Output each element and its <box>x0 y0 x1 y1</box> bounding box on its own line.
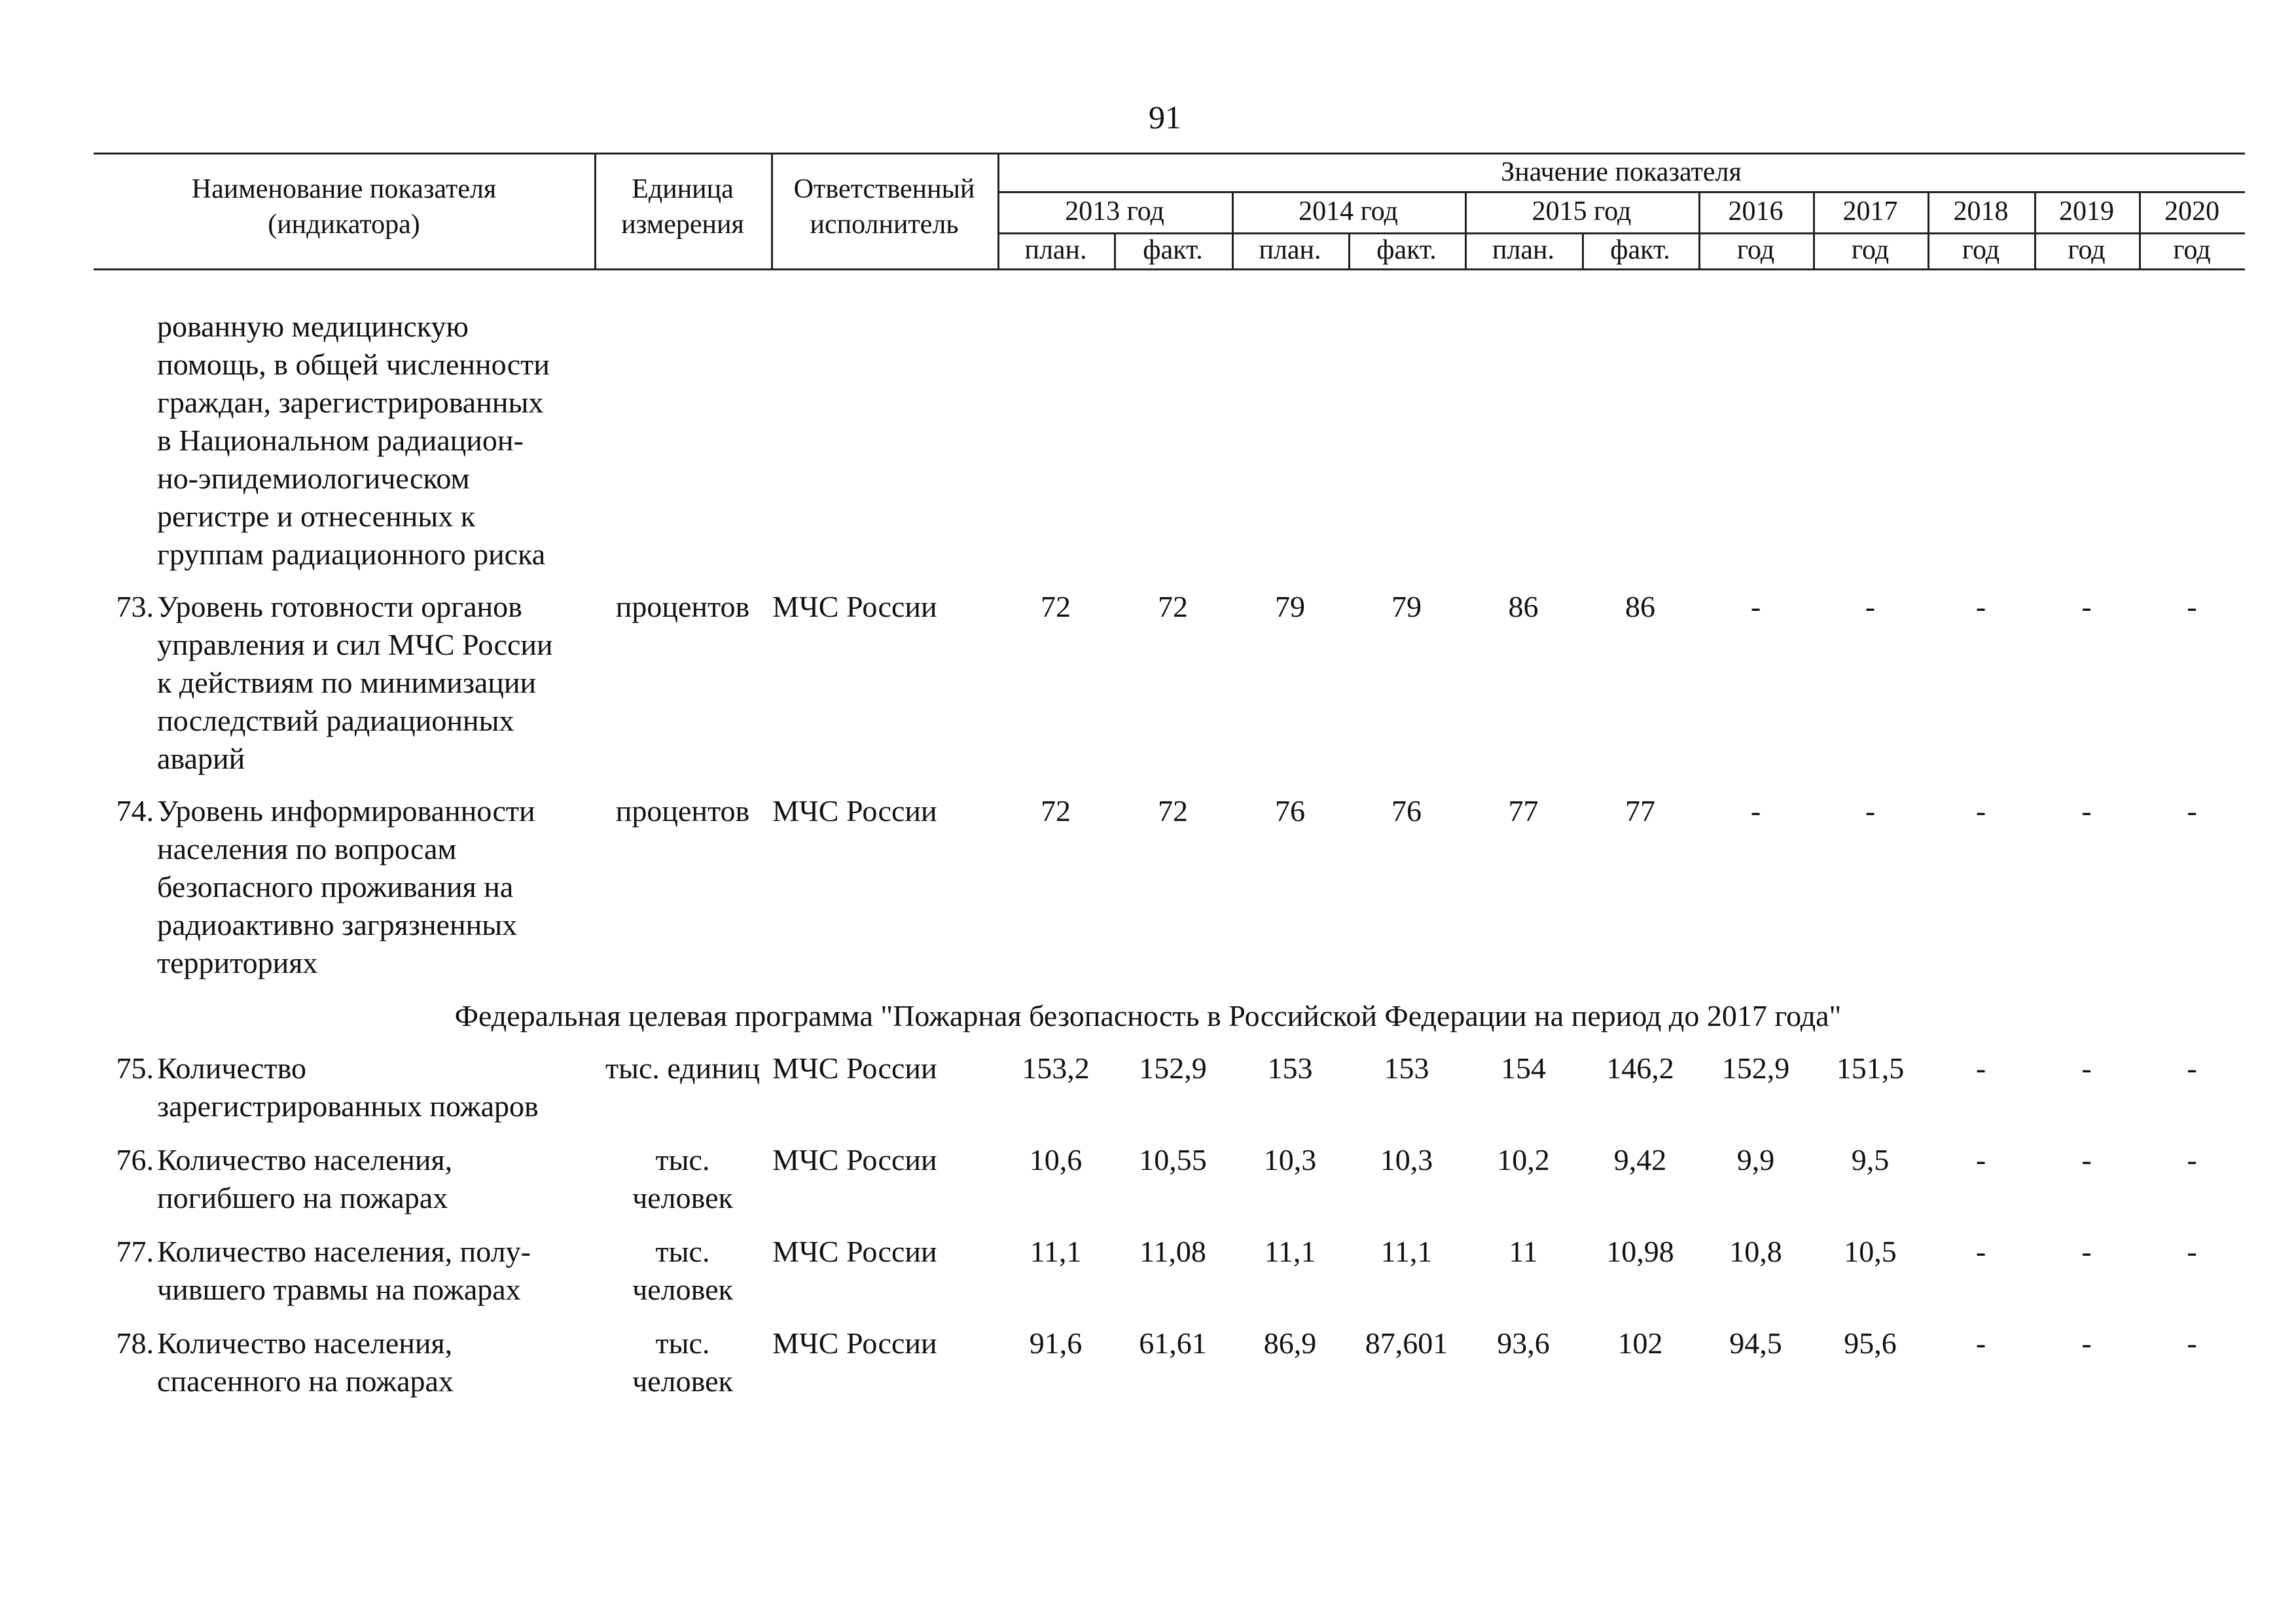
row-value: - <box>1975 1051 1986 1085</box>
row-value: - <box>2081 1051 2092 1085</box>
header-single-suffix-1: год <box>1851 235 1890 265</box>
row-value: 72 <box>1041 590 1071 623</box>
header-plan-1: план. <box>1259 235 1321 265</box>
row-value: 79 <box>1391 590 1422 623</box>
row-value: 77 <box>1625 794 1655 828</box>
row-value: 10,3 <box>1263 1143 1317 1176</box>
row-value: 79 <box>1275 590 1305 623</box>
row-value: - <box>1975 1143 1986 1176</box>
row-value: - <box>2081 1326 2092 1360</box>
row-value: 153,2 <box>1022 1051 1090 1085</box>
row-value: 11,1 <box>1264 1235 1316 1268</box>
row-value: 10,3 <box>1380 1143 1433 1176</box>
row-value: - <box>1975 794 1986 828</box>
row-unit: процентов <box>615 794 750 828</box>
row-value: 86,9 <box>1263 1326 1317 1360</box>
row-executor: МЧС России <box>772 1235 937 1268</box>
row-value: 10,6 <box>1029 1143 1083 1176</box>
header-single-suffix-0: год <box>1736 235 1775 265</box>
row-value: - <box>1865 794 1876 828</box>
row-value: 10,5 <box>1844 1235 1897 1268</box>
header-single-year-4: 2020 <box>2164 196 2219 227</box>
row-executor: МЧС России <box>772 590 937 623</box>
header-single-year-0: 2016 <box>1728 196 1784 227</box>
header-fact-1: факт. <box>1376 235 1437 265</box>
header-year-0: 2013 год <box>1065 196 1164 227</box>
row-name: Уровень готовности органов управления и сил МЧС России к действиям по минимизации последствий радиационных аварий <box>157 590 553 775</box>
header-fact-0: факт. <box>1143 235 1203 265</box>
header-single-year-2: 2018 <box>1953 196 2009 227</box>
row-unit: тыс. единиц <box>605 1051 761 1085</box>
row-number: 74. <box>116 794 154 828</box>
row-value: 95,6 <box>1844 1326 1897 1360</box>
row-unit: тыс. человек <box>632 1235 733 1306</box>
row-name: Количество зарегистрированных пожаров <box>157 1051 539 1123</box>
row-value: - <box>2187 1143 2197 1176</box>
row-executor: МЧС России <box>772 1326 937 1360</box>
header-year-rule <box>997 191 2245 193</box>
row-unit: тыс. человек <box>632 1326 733 1398</box>
row-value: 9,42 <box>1613 1143 1667 1176</box>
row-value: 10,8 <box>1729 1235 1782 1268</box>
header-year-2: 2015 год <box>1532 196 1632 227</box>
row-value: 10,2 <box>1497 1143 1550 1176</box>
row-number: 73. <box>116 590 154 623</box>
row-value: 9,5 <box>1851 1143 1890 1176</box>
row-number: 75. <box>116 1051 154 1085</box>
row-value: 91,6 <box>1029 1326 1083 1360</box>
row-value: 146,2 <box>1606 1051 1674 1085</box>
row-number: 76. <box>116 1143 154 1176</box>
row-executor: МЧС России <box>772 1051 937 1085</box>
header-single-year-3: 2019 <box>2059 196 2114 227</box>
header-single-year-1: 2017 <box>1842 196 1898 227</box>
row-value: - <box>2081 590 2092 623</box>
row-value: 153 <box>1267 1051 1313 1085</box>
row-value: 152,9 <box>1139 1051 1207 1085</box>
row-value: - <box>1975 1235 1986 1268</box>
row-name: Уровень информированности населения по вопросам безопасного проживания на радиоактивно загрязненных территориях <box>157 794 535 979</box>
row-value: - <box>1975 590 1986 623</box>
row-number: 77. <box>116 1235 154 1268</box>
row-value: 11 <box>1509 1235 1538 1268</box>
row-unit: процентов <box>615 590 750 623</box>
row-value: - <box>1865 590 1876 623</box>
row-number: 78. <box>116 1326 154 1360</box>
row-value: 10,98 <box>1606 1235 1674 1268</box>
row-value: - <box>1750 794 1761 828</box>
row-value: 86 <box>1625 590 1655 623</box>
row-value: 94,5 <box>1729 1326 1782 1360</box>
row-value: 87,601 <box>1365 1326 1448 1360</box>
row-value: 72 <box>1158 794 1188 828</box>
header-single-suffix-3: год <box>2068 235 2106 265</box>
header-name-col: Наименование показателя (индикатора) <box>191 174 497 240</box>
row-value: 72 <box>1041 794 1071 828</box>
row-value: 93,6 <box>1497 1326 1550 1360</box>
row-value: 102 <box>1617 1326 1663 1360</box>
row-value: - <box>2081 1143 2092 1176</box>
row-value: 86 <box>1508 590 1539 623</box>
row-value: 11,1 <box>1380 1235 1433 1268</box>
row-executor: МЧС России <box>772 794 937 828</box>
row-value: - <box>2187 590 2197 623</box>
row-value: 151,5 <box>1836 1051 1905 1085</box>
section-title: Федеральная целевая программа "Пожарная безопасность в Российской Федерации на период до 2017 года" <box>454 999 1842 1032</box>
header-bottom-rule <box>94 268 2245 270</box>
row-value: 61,61 <box>1139 1326 1207 1360</box>
row-executor: МЧС России <box>772 1143 937 1176</box>
row-value: 76 <box>1275 794 1305 828</box>
header-plan-2: план. <box>1492 235 1555 265</box>
row-value: 11,1 <box>1030 1235 1082 1268</box>
row-unit: тыс. человек <box>632 1143 733 1214</box>
header-single-suffix-2: год <box>1962 235 2000 265</box>
header-year-1: 2014 год <box>1299 196 1398 227</box>
row-name: Количество населения, полу- чившего травмы на пожарах <box>157 1235 531 1306</box>
row-value: 72 <box>1158 590 1188 623</box>
header-plan-0: план. <box>1024 235 1087 265</box>
header-single-suffix-4: год <box>2173 235 2211 265</box>
row-value: - <box>2187 1326 2197 1360</box>
row-value: 77 <box>1508 794 1539 828</box>
page-number: 91 <box>1149 99 1181 136</box>
row-value: - <box>2187 1235 2197 1268</box>
row-value: 11,08 <box>1139 1235 1206 1268</box>
header-fact-2: факт. <box>1610 235 1670 265</box>
row-value: 153 <box>1384 1051 1429 1085</box>
header-unit-col: Единица измерения <box>621 174 744 240</box>
row-name: Количество населения, погибшего на пожарах <box>157 1143 453 1214</box>
row-value: 152,9 <box>1721 1051 1790 1085</box>
row-value: - <box>2187 1051 2197 1085</box>
row-value: 10,55 <box>1139 1143 1207 1176</box>
header-exec-col: Ответственный исполнитель <box>793 174 975 240</box>
row-value: - <box>1750 590 1761 623</box>
row-value: 154 <box>1501 1051 1546 1085</box>
row-name: Количество населения, спасенного на пожарах <box>157 1326 454 1398</box>
row-value: 76 <box>1391 794 1422 828</box>
continuation-text: рованную медицинскую помощь, в общей численности граждан, зарегистрированных в Национальном радиацион- но-эпидемиологическом регистре и отнесенных к группам радиационного риска <box>157 310 550 571</box>
row-value: - <box>2187 794 2197 828</box>
row-value: 9,9 <box>1736 1143 1775 1176</box>
row-value: - <box>1975 1326 1986 1360</box>
row-value: - <box>2081 1235 2092 1268</box>
row-value: - <box>2081 794 2092 828</box>
header-value-group: Значение показателя <box>1501 157 1742 187</box>
